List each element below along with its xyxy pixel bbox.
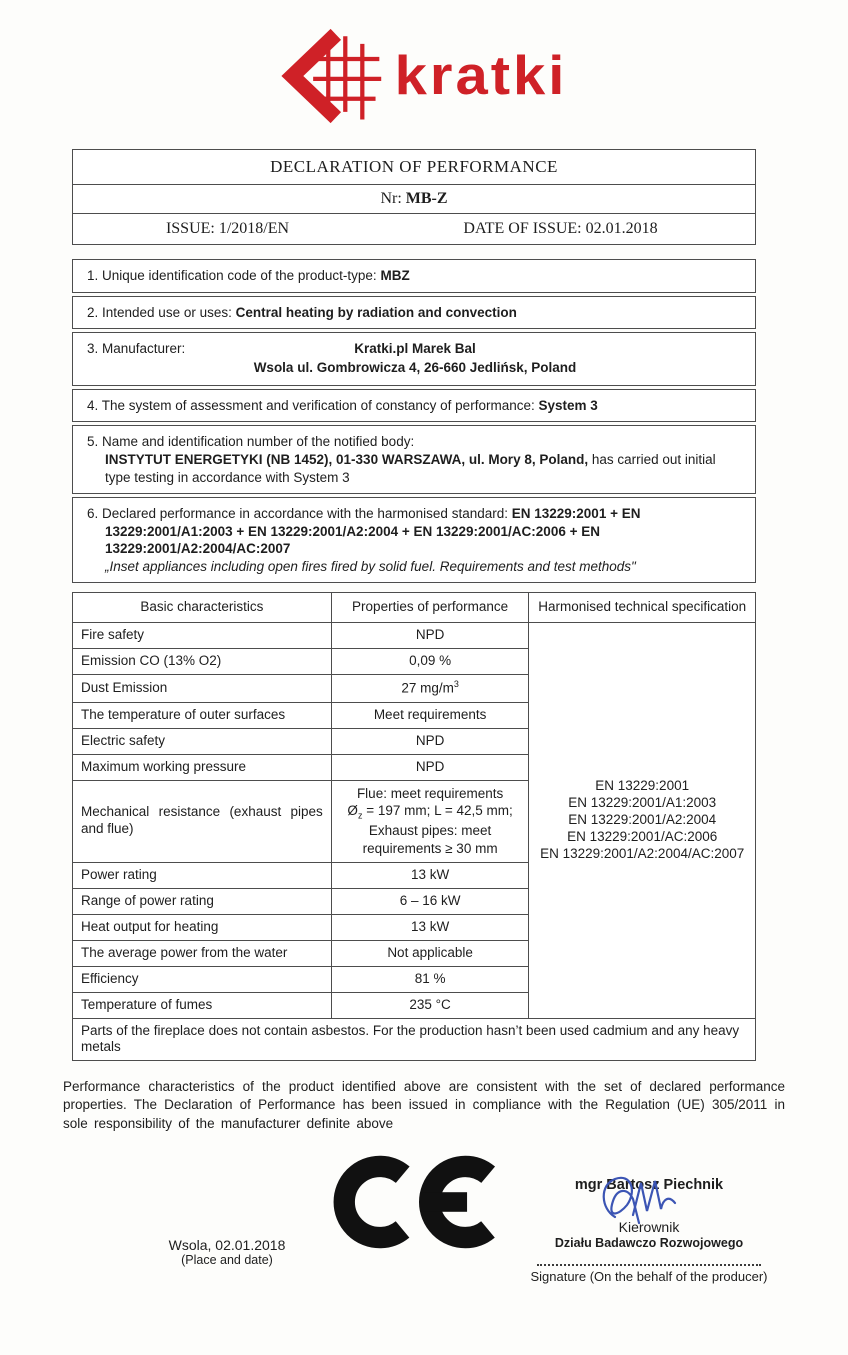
characteristic-label: The average power from the water [73,940,332,966]
signatory-role: Kierownik [618,1218,680,1235]
place-date-value: Wsola, 02.01.2018 [168,1236,286,1253]
signature-block [515,1177,783,1284]
characteristic-value: 13 kW [331,914,529,940]
date-of-issue: DATE OF ISSUE: 02.01.2018 [463,220,658,237]
characteristic-value: Meet requirements [331,702,529,728]
characteristic-value: 0,09 % [331,649,529,675]
declaration-items [72,259,756,583]
characteristic-value: 27 $mg/m^3$ [331,675,529,702]
kratki-logo-text: kratki [394,44,568,107]
item-declared-performance [72,497,756,583]
characteristic-label: The temperature of outer surfaces [73,702,332,728]
header-harmonised-spec: Harmonised technical specification [529,593,756,623]
performance-table [72,592,756,1061]
item-avcp-system [72,389,756,423]
signatory-name: mgr Bartosz Piechnik [515,1177,783,1193]
document-title: DECLARATION OF PERFORMANCE [72,149,756,185]
characteristic-value: NPD [331,623,529,649]
characteristic-value: 6 – 16 kW [331,888,529,914]
standard-line: EN 13229:2001/A2:2004 [568,811,717,827]
characteristic-value: Not applicable [331,940,529,966]
standard-line: EN 13229:2001 [595,778,690,794]
item1-value: MBZ [380,268,410,283]
place-and-date [112,1237,342,1267]
asbestos-note: Parts of the fireplace does not contain asbestos. For the production hasn’t been used cadmium and any heavy metals [73,1018,756,1061]
ce-e-middle-bar [423,1192,468,1212]
kratki-logo [0,0,848,120]
nr-value: MB-Z [405,190,448,207]
nr-label: Nr: [380,190,402,207]
characteristic-value: 81 % [331,966,529,992]
standard-line: EN 13229:2001/AC:2006 [567,828,718,844]
item-notified-body [72,425,756,494]
characteristic-value: 13 kW [331,862,529,888]
item6-standards: EN 13229:2001 + EN 13229:2001/A1:2003 + EN 13229:2001/A2:2004 + EN 13229:2001/AC:2006 + EN 13229:2001/A2:2004/AC:2007 [105,506,641,557]
issue-row [72,213,756,245]
item6-label: 6. Declared performance in accordance with the harmonised standard: [87,506,508,522]
place-date-caption: (Place and date) [181,1252,273,1267]
characteristic-value: Flue: meet requirements $Ø_z = 197$ mm; L = 42,5 mm; Exhaust pipes: meet requirements ≥ 30 mm [331,780,529,862]
characteristic-label: Heat output for heating [73,914,332,940]
characteristic-label: Emission CO (13% O2) [73,649,332,675]
signature-caption: Signature (On the behalf of the producer) [530,1268,768,1284]
characteristic-label: Dust Emission [73,675,332,702]
item5-rest: has carried out initial type testing in accordance with System 3 [105,451,716,485]
item1-label: 1. Unique identification code of the product-type: [87,268,377,283]
characteristic-label: Power rating [73,862,332,888]
item4-value: System 3 [538,397,598,413]
item3-label: 3. Manufacturer: [87,341,186,357]
item-manufacturer [72,332,756,386]
header-properties: Properties of performance [331,593,529,623]
standard-line: EN 13229:2001/A2:2004/AC:2007 [540,845,745,861]
characteristic-value: NPD [331,728,529,754]
document-number-row [72,184,756,214]
harmonised-standards-cell [529,623,756,1018]
characteristic-label: Temperature of fumes [73,992,332,1018]
kratki-grid-chevron-icon [281,30,385,122]
standard-line: EN 13229:2001/A1:2003 [568,795,717,810]
characteristic-label: Electric safety [73,728,332,754]
footer-area [0,1145,848,1355]
ce-mark-icon [330,1153,508,1251]
header-table [72,149,756,245]
item4-label: 4. The system of assessment and verification of constancy of performance: [87,397,535,413]
characteristic-label: Range of power rating [73,888,332,914]
item2-value: Central heating by radiation and convection [235,304,517,320]
characteristic-value: NPD [331,754,529,780]
manufacturer-name: Kratki.pl Marek Bal [354,341,476,357]
characteristic-label: Fire safety [73,623,332,649]
table-header-row [73,593,756,623]
table-note-row [73,1018,756,1061]
item-intended-use [72,296,756,330]
signatory-department: Działu Badawczo Rozwojowego [554,1235,744,1250]
manufacturer-address [87,340,743,378]
manufacturer-street: Wsola ul. Gombrowicza 4, 26-660 Jedlińsk, Poland [253,359,577,375]
item-product-type [72,259,756,293]
characteristic-label: Maximum working pressure [73,754,332,780]
item5-label: 5. Name and identification number of the notified body: [87,434,415,450]
table-row [73,623,756,649]
item2-label: 2. Intended use or uses: [87,304,232,320]
characteristic-label: Efficiency [73,966,332,992]
signature-dotted-line [537,1264,761,1266]
item6-standard-title: „Inset appliances including open fires fired by solid fuel. Requirements and test methods" [105,558,636,574]
header-basic-characteristics: Basic characteristics [73,593,332,623]
issue-number: ISSUE: 1/2018/EN [165,220,290,237]
characteristic-label: Mechanical resistance (exhaust pipes and flue) [73,780,332,862]
characteristic-value: 235 °C [331,992,529,1018]
closing-paragraph: Performance characteristics of the product identified above are consistent with the set of declared performance properties. The Declaration of Performance has been issued in compliance with the Regulation (UE) 305/2011 in sole responsibility of the manufacturer definite above [63,1079,785,1131]
item5-notified-body: INSTYTUT ENERGETYKI (NB 1452), 01-330 WARSZAWA, ul. Mory 8, Poland, [105,451,589,467]
